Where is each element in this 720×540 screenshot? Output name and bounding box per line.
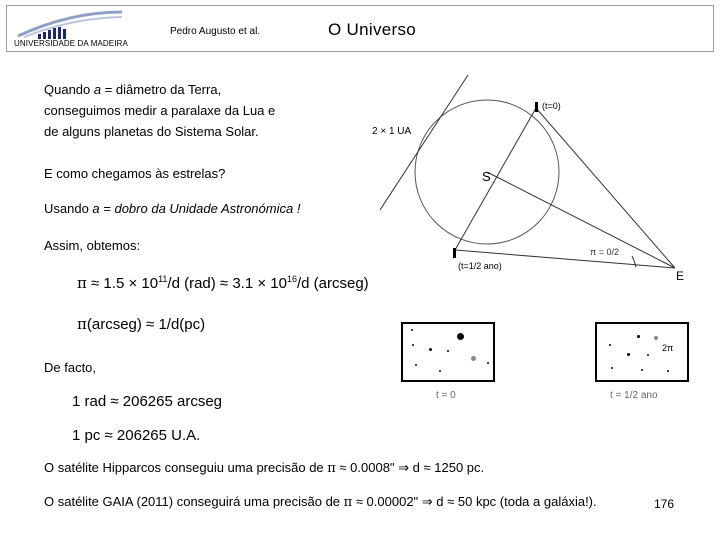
question-line: E como chegamos às estrelas? — [44, 166, 226, 181]
orbit-diameter — [455, 108, 536, 250]
caption-t0: t = 0 — [436, 390, 456, 401]
text-span: ≈ 1.5 × 10 — [91, 275, 159, 292]
star — [637, 335, 640, 338]
target-star — [654, 336, 658, 340]
paragraph-line: de alguns planetas do Sistema Solar. — [44, 124, 259, 139]
label-2pi: 2π — [662, 343, 674, 353]
text-span: = dobro da Unidade Astronómica ! — [99, 201, 301, 216]
conversion-pc: 1 pc ≈ 206265 U.A. — [72, 427, 201, 444]
pi-symbol: π — [327, 461, 336, 476]
exponent: 11 — [158, 274, 168, 284]
variable-a: a — [92, 201, 100, 216]
star — [415, 364, 417, 366]
text-span: ≈ 0.0008" ⇒ d ≈ 1250 pc. — [335, 460, 485, 475]
text-span: = diâmetro da Terra, — [101, 82, 222, 97]
sky-image-thalf — [595, 322, 689, 382]
text-span: O satélite Hipparcos conseguiu uma precisão de — [44, 460, 328, 475]
earth-marker-t0 — [535, 102, 538, 112]
star — [627, 353, 630, 356]
parallax-diagram — [370, 60, 700, 300]
gaia-line — [44, 494, 597, 510]
star — [611, 367, 613, 369]
text-span: Quando — [44, 82, 94, 97]
star — [647, 354, 649, 356]
slide-title: O Universo — [328, 20, 417, 39]
angle-arc — [632, 256, 636, 267]
equation-parsec — [77, 315, 205, 333]
text-span: (arcseg) ≈ 1/d(pc) — [86, 316, 206, 333]
label-sun: S — [482, 169, 491, 184]
text-span: Usando — [44, 201, 93, 216]
caption-thalf: t = 1/2 ano — [610, 390, 658, 401]
equation-parallax-distance — [77, 274, 369, 292]
text-span: ≈ 0.00002" ⇒ d ≈ 50 kpc (toda a galáxia!). — [352, 494, 597, 509]
paragraph-line: Assim, obtemos: — [44, 238, 141, 253]
sky-image-t0 — [401, 322, 495, 382]
label-t0: (t=0) — [542, 101, 561, 111]
label-angle: π = 0/2 — [590, 247, 619, 257]
label-star: E — [676, 269, 685, 283]
pi-symbol: π — [77, 315, 87, 333]
star — [447, 350, 449, 352]
star — [429, 348, 432, 351]
pi-symbol: π — [77, 274, 87, 292]
star — [439, 370, 441, 372]
star — [609, 344, 611, 346]
variable-a: a — [93, 82, 102, 97]
earth-marker-thalf — [453, 248, 456, 258]
pi-symbol: π — [343, 495, 353, 510]
university-logo — [10, 8, 125, 42]
target-star — [471, 356, 476, 361]
star — [667, 370, 669, 372]
star — [641, 369, 643, 371]
page-number: 176 — [654, 497, 675, 511]
paragraph-line: De facto, — [44, 360, 97, 375]
university-name: UNIVERSIDADE DA MADEIRA — [14, 39, 128, 48]
conversion-rad: 1 rad ≈ 206265 arcseg — [72, 393, 222, 410]
paragraph-line — [44, 82, 221, 97]
baseline-line — [380, 75, 468, 210]
exponent: 16 — [286, 274, 297, 284]
text-span: O satélite GAIA (2011) conseguirá uma precisão de — [44, 494, 344, 509]
label-2ua: 2 × 1 UA — [372, 126, 412, 137]
star — [412, 344, 414, 346]
star — [457, 333, 464, 340]
text-span: /d (rad) ≈ 3.1 × 10 — [167, 275, 287, 292]
paragraph-line — [44, 201, 300, 216]
paragraph-line: conseguimos medir a paralaxe da Lua e — [44, 103, 276, 118]
author: Pedro Augusto et al. — [170, 26, 261, 37]
star — [487, 362, 489, 364]
star — [411, 329, 413, 331]
text-span: /d (arcseg) — [296, 275, 369, 292]
label-thalf: (t=1/2 ano) — [458, 261, 502, 271]
hipparcos-line — [44, 460, 484, 476]
sun-star-line — [487, 172, 675, 268]
